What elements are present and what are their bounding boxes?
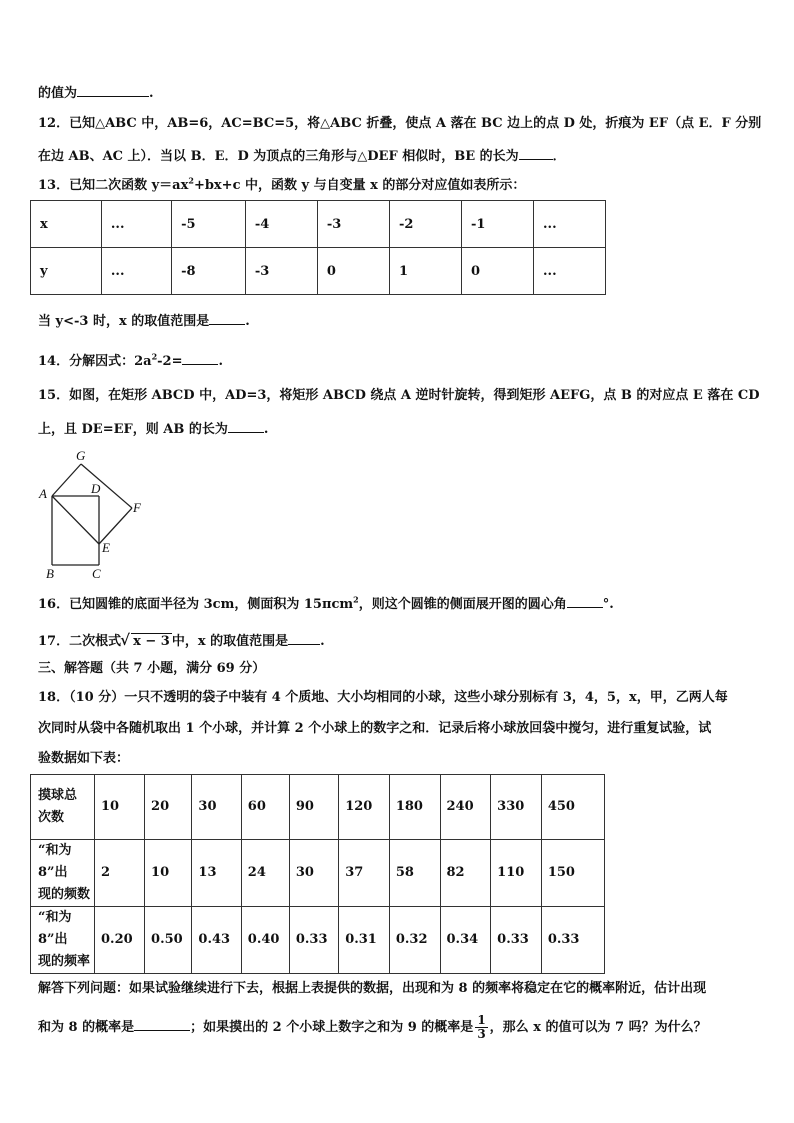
q15-line2-text: 上，且 DE=EF，则 AB 的长为 (38, 422, 228, 437)
q18-after1: 解答下列问题：如果试验继续进行下去，根据上表提供的数据，出现和为 8 的频率将稳定在它的概率附近，估计出现 (38, 981, 707, 996)
table-cell: ... (101, 201, 171, 248)
table-cell: 0.50 (145, 907, 192, 974)
table-cell: 0.33 (289, 907, 338, 974)
table-cell: 0.40 (241, 907, 289, 974)
punct: . (320, 634, 325, 649)
q15-line2 (38, 420, 268, 438)
punct: . (263, 422, 269, 437)
row-header-line: “和为 8”出 (38, 910, 72, 947)
table-cell: 150 (541, 840, 604, 907)
answer-blank (77, 84, 149, 97)
table-cell: 30 (192, 775, 241, 840)
table-row (31, 907, 605, 974)
answer-blank (134, 1018, 190, 1031)
q16-text-b: ，则这个圆锥的侧面展开图的圆心角 (358, 597, 567, 612)
q18-after2-c: ，那么 x 的值可以为 7 吗？为什么？ (489, 1020, 707, 1035)
table-cell: ... (101, 248, 171, 295)
q17 (38, 632, 325, 650)
segment-AG (52, 464, 81, 496)
q17-text-a: 17．二次根式 (38, 634, 122, 649)
q13-stem-b: +bx+c 中，函数 y 与自变量 x 的部分对应值如表所示： (193, 178, 526, 193)
table-cell: 120 (339, 775, 390, 840)
q14 (38, 352, 223, 370)
table-cell: 90 (289, 775, 338, 840)
q18-line1: 18．（10 分）一只不透明的袋子中装有 4 个质地、大小均相同的小球，这些小球分别标有 3，4，5，x，甲，乙两人每 (38, 690, 728, 705)
table-cell: 30 (289, 840, 338, 907)
radicand: x − 3 (133, 634, 170, 649)
table-cell: 82 (440, 840, 491, 907)
table-row (31, 840, 605, 907)
prev-tail-text: 的值为 (38, 86, 78, 101)
segment-GF (81, 464, 132, 508)
table-cell: 1 (389, 248, 461, 295)
exponent: 2 (188, 175, 194, 186)
table-cell: 20 (145, 775, 192, 840)
q18-after2 (38, 1014, 707, 1041)
table-cell: 24 (241, 840, 289, 907)
q13-stem (38, 175, 526, 194)
table-cell: 110 (491, 840, 542, 907)
table-cell: ... (534, 201, 606, 248)
q13-value-table (30, 200, 606, 295)
table-cell: 240 (440, 775, 491, 840)
prev-question-tail (38, 84, 154, 102)
row-header (31, 840, 95, 907)
table-cell: 0.33 (541, 907, 604, 974)
segment-AE (52, 496, 99, 544)
label-D: D (91, 481, 101, 496)
row-header-line: 摸球总 (38, 788, 78, 803)
table-cell: 0.34 (440, 907, 491, 974)
q15-line1: 15．如图，在矩形 ABCD 中，AD=3，将矩形 ABCD 绕点 A 逆时针旋转，得到矩形 AEFG，点 B 的对应点 E 落在 CD (38, 388, 760, 403)
q18-line2: 次同时从袋中各随机取出 1 个小球，并计算 2 个小球上的数字之和．记录后将小球放回袋中搅匀，进行重复试验，试 (38, 721, 712, 736)
row-header (31, 907, 95, 974)
table-cell: ... (534, 248, 606, 295)
table-cell: 0.20 (95, 907, 145, 974)
table-cell: 10 (95, 775, 145, 840)
row-header-line: 现的频数 (38, 887, 91, 902)
q14-text-b: -2= (157, 354, 183, 369)
q13-after-text: 当 y<-3 时，x 的取值范围是 (38, 314, 210, 329)
q12-line2 (38, 147, 566, 165)
table-cell: -2 (389, 201, 461, 248)
punct: . (218, 354, 224, 369)
label-F: F (133, 500, 141, 515)
label-E: E (102, 540, 110, 555)
q15-figure (36, 446, 156, 584)
answer-blank (228, 420, 264, 433)
table-cell: -3 (245, 248, 317, 295)
fraction (475, 1014, 487, 1041)
row-header-line: “和为 8”出 (38, 843, 72, 880)
q18-line3: 验数据如下表： (38, 751, 130, 766)
q18-after2-a: 和为 8 的概率是 (38, 1020, 135, 1035)
table-cell: 10 (145, 840, 192, 907)
punct: . (149, 86, 154, 101)
q13-after (38, 312, 250, 330)
q16 (38, 595, 614, 613)
table-cell: 13 (192, 840, 241, 907)
segment-FE (99, 508, 132, 544)
table-cell: -8 (172, 248, 246, 295)
table-cell: 330 (491, 775, 542, 840)
q17-text-b: 中，x 的取值范围是 (171, 634, 289, 649)
table-cell: y (31, 248, 102, 295)
q14-text-a: 14．分解因式：2a (38, 354, 152, 369)
row-header-line: 现的频率 (38, 954, 91, 969)
table-cell: -1 (461, 201, 533, 248)
table-cell: -5 (172, 201, 246, 248)
exponent: 2 (151, 351, 158, 362)
q18-data-table (30, 774, 605, 974)
q16-text-a: 16．已知圆锥的底面半径为 3cm，侧面积为 15πcm (38, 597, 354, 612)
q12-line1: 12．已知△ABC 中，AB=6，AC=BC=5，将△ABC 折叠，使点 A 落在 BC 边上的点 D 处，折痕为 EF（点 E．F 分别 (38, 116, 762, 131)
label-C: C (92, 566, 101, 581)
label-A: A (39, 486, 47, 501)
table-cell: 0.32 (389, 907, 440, 974)
punct: °. (602, 597, 614, 612)
table-cell: 0 (317, 248, 389, 295)
row-header (31, 775, 95, 840)
table-cell: 58 (389, 840, 440, 907)
answer-blank (519, 147, 553, 160)
label-G: G (76, 448, 86, 463)
punct: ． (552, 149, 566, 164)
answer-blank (288, 632, 320, 645)
fraction-numerator: 1 (477, 1013, 486, 1027)
table-cell: 0.43 (192, 907, 241, 974)
table-row (31, 775, 605, 840)
answer-blank (209, 312, 245, 325)
table-cell: 0.33 (491, 907, 542, 974)
exponent: 2 (353, 594, 359, 605)
table-cell: 0.31 (339, 907, 390, 974)
table-cell: x (31, 201, 102, 248)
table-cell: -4 (245, 201, 317, 248)
table-cell: 0 (461, 248, 533, 295)
punct: . (245, 314, 250, 329)
table-cell: 2 (95, 840, 145, 907)
table-cell: 60 (241, 775, 289, 840)
q18-after2-b: ；如果摸出的 2 个小球上数字之和为 9 的概率是 (190, 1020, 474, 1035)
table-cell: 180 (389, 775, 440, 840)
q12-line2-text: 在边 AB、AC 上）．当以 B．E．D 为顶点的三角形与△DEF 相似时，BE 的长为 (38, 149, 519, 164)
section-heading: 三、解答题（共 7 小题，满分 69 分） (38, 661, 266, 676)
table-cell: 37 (339, 840, 390, 907)
fraction-denominator: 3 (477, 1027, 486, 1041)
row-header-line: 次数 (38, 810, 65, 825)
table-row (31, 201, 606, 248)
q13-stem-a: 13．已知二次函数 y＝ax (38, 178, 189, 193)
answer-blank (182, 352, 218, 365)
answer-blank (567, 595, 603, 608)
radical (131, 633, 172, 650)
label-B: B (46, 566, 54, 581)
table-row (31, 248, 606, 295)
table-cell: 450 (541, 775, 604, 840)
table-cell: -3 (317, 201, 389, 248)
